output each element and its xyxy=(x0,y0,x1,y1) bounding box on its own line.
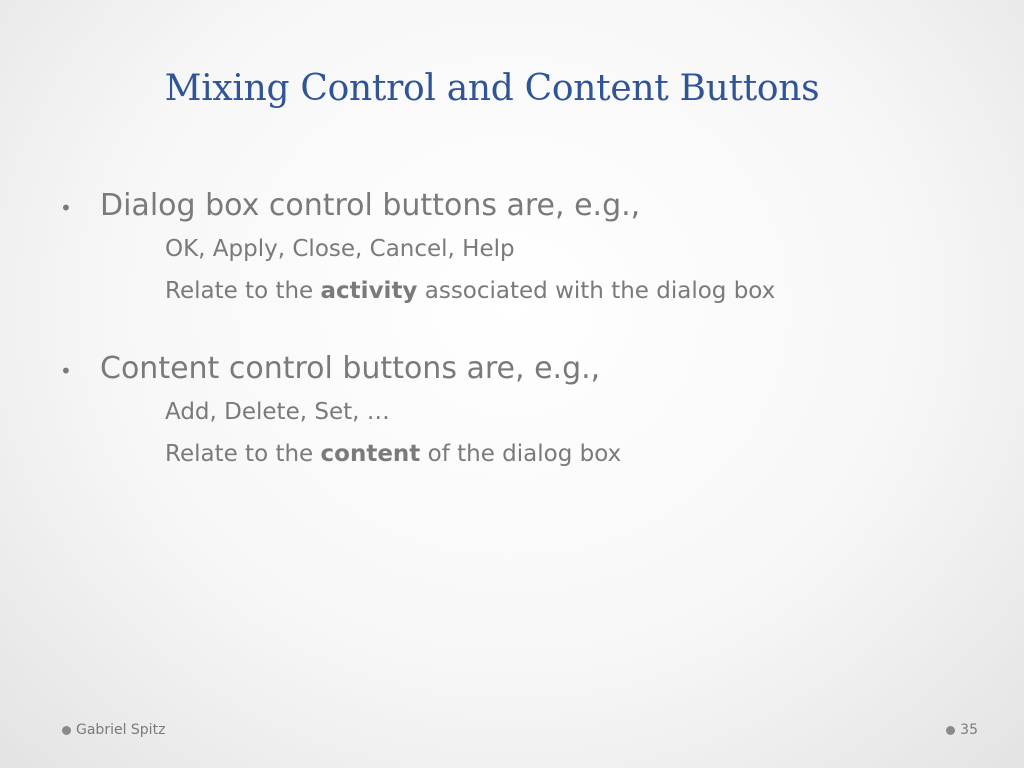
page-number: 35 xyxy=(960,722,978,738)
sub-item-text: associated with the dialog box xyxy=(417,278,776,304)
bullet-item xyxy=(58,186,978,228)
footer-author xyxy=(62,722,165,738)
footer-page-number xyxy=(946,722,978,738)
bullet-icon: • xyxy=(60,359,72,383)
bullet-group-control-buttons xyxy=(58,186,978,312)
sub-item-examples: OK, Apply, Close, Cancel, Help xyxy=(165,236,515,262)
slide-title: Mixing Control and Content Buttons xyxy=(164,68,820,109)
sub-item-relation xyxy=(165,433,978,475)
sub-item-examples: Add, Delete, Set, … xyxy=(165,399,390,425)
sub-item-text: Relate to the xyxy=(165,278,321,304)
sub-item-relation xyxy=(165,270,978,312)
emphasis-text: activity xyxy=(320,278,418,304)
sub-item-text: Relate to the xyxy=(165,441,321,467)
bullet-group-content-buttons xyxy=(58,349,978,475)
footer-dot-icon xyxy=(62,726,71,735)
bullet-icon: • xyxy=(60,196,72,220)
bullet-text: Content control buttons are, e.g., xyxy=(100,351,601,386)
emphasis-text: content xyxy=(320,441,421,467)
sub-item-text: of the dialog box xyxy=(420,441,622,467)
author-name: Gabriel Spitz xyxy=(76,722,166,738)
bullet-item xyxy=(58,349,978,391)
bullet-text: Dialog box control buttons are, e.g., xyxy=(100,188,641,223)
footer-dot-icon xyxy=(946,726,955,735)
